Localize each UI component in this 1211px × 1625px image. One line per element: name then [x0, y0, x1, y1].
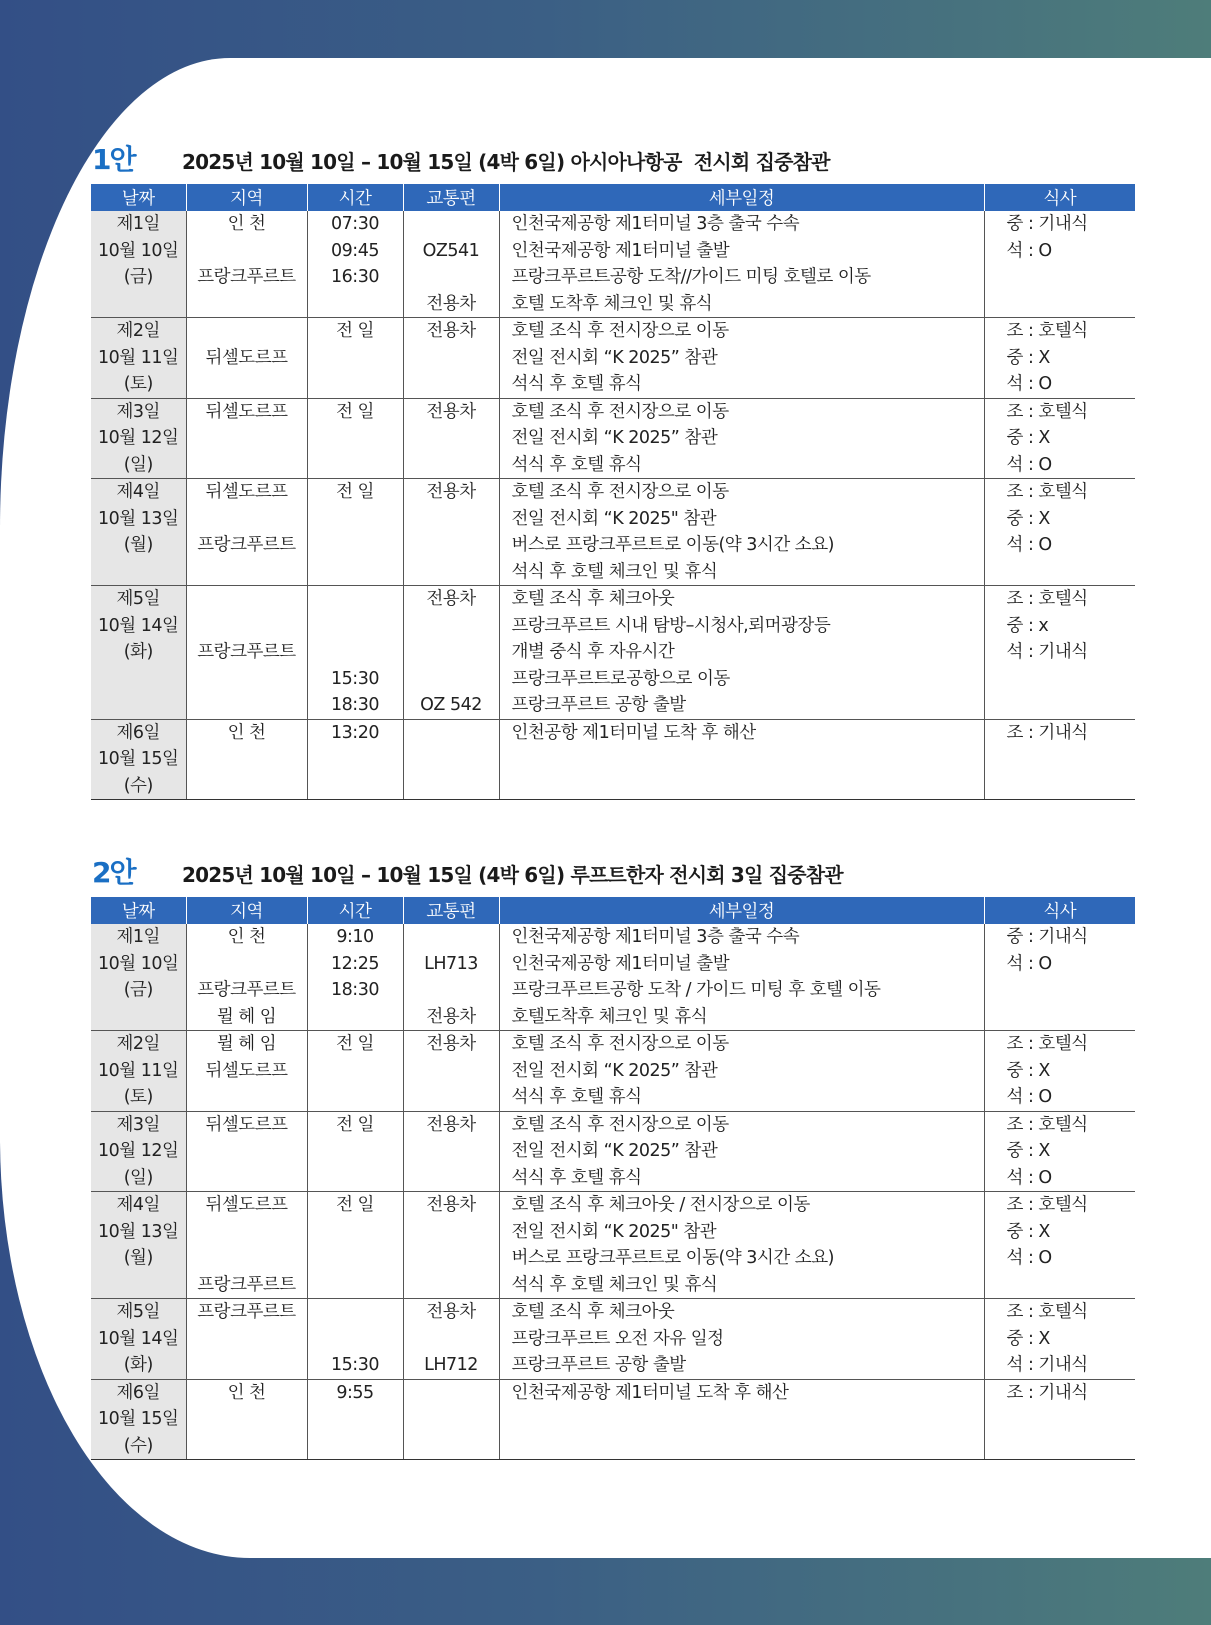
date-line: 10월 14일	[98, 615, 179, 636]
time-line: 전 일	[336, 482, 374, 502]
cell-date	[91, 398, 186, 479]
meal-line: 중 : 기내식	[1006, 927, 1088, 947]
date-line: 제2일	[116, 321, 160, 341]
column-header-detail: 세부일정	[499, 897, 984, 924]
date-line: (수)	[123, 775, 153, 796]
date-line: 10월 14일	[98, 1328, 179, 1349]
cell-region	[186, 1031, 307, 1112]
date-line: 10월 11일	[98, 347, 179, 368]
region-line: 프랑크푸르트	[197, 980, 296, 1000]
time-line: 18:30	[331, 695, 379, 715]
time-line: 9:10	[336, 927, 374, 947]
meal-line: 석 : 기내식	[1006, 1355, 1088, 1375]
table-row	[91, 211, 1135, 318]
date-line: 제5일	[116, 1302, 160, 1322]
meal-line: 석 : O	[1006, 1248, 1052, 1268]
detail-line: 석식 후 호텔 휴식	[511, 1087, 642, 1107]
table-row	[91, 1379, 1135, 1460]
cell-detail	[499, 1379, 984, 1460]
meal-line: 조 : 기내식	[1006, 1382, 1088, 1403]
detail-line: 개별 중식 후 자유시간	[511, 642, 675, 662]
cell-date	[91, 1192, 186, 1299]
plan-1-schedule-table	[91, 184, 1135, 800]
cell-region	[186, 318, 307, 399]
meal-line: 석 : O	[1006, 374, 1052, 394]
date-line: (토)	[123, 374, 153, 394]
date-line: 제4일	[116, 1195, 160, 1215]
time-line: 전 일	[336, 1114, 374, 1135]
meal-line: 조 : 호텔식	[1006, 1195, 1088, 1215]
date-line: 10월 13일	[98, 1221, 179, 1242]
detail-line: 프랑크푸르트 공항 출발	[511, 695, 686, 715]
cell-transport	[403, 1031, 499, 1112]
cell-region	[186, 1379, 307, 1460]
date-line: 제4일	[116, 482, 160, 502]
cell-time	[307, 586, 403, 720]
cell-date	[91, 924, 186, 1031]
region-line: 프랑크푸르트	[197, 642, 296, 662]
cell-meal	[984, 211, 1135, 318]
transport-line: 전용차	[426, 1114, 476, 1135]
cell-detail	[499, 719, 984, 800]
date-line: 10월 13일	[98, 508, 179, 529]
transport-line: 전용차	[426, 589, 476, 609]
column-header-transport: 교통편	[403, 897, 499, 924]
table-row	[91, 924, 1135, 1031]
cell-time	[307, 318, 403, 399]
meal-line: 중 : X	[1006, 428, 1050, 448]
region-line: 프랑크푸르트	[197, 535, 296, 555]
detail-line: 프랑크푸르트 시내 탐방–시청사,뢰머광장등	[511, 615, 831, 636]
plan-2-heading	[92, 851, 843, 891]
meal-line: 중 : x	[1006, 615, 1049, 636]
detail-line: 호텔 도착후 체크인 및 휴식	[511, 293, 713, 314]
cell-date	[91, 318, 186, 399]
column-header-meal: 식사	[984, 184, 1135, 211]
transport-line	[404, 977, 499, 1004]
transport-line	[404, 666, 499, 693]
date-line: 제1일	[116, 214, 160, 234]
cell-transport	[403, 924, 499, 1031]
cell-transport	[403, 1299, 499, 1380]
cell-transport	[403, 1192, 499, 1299]
cell-region	[186, 586, 307, 720]
table-header-row	[91, 897, 1135, 924]
date-line: 10월 12일	[98, 428, 179, 448]
date-line: 10월 15일	[98, 749, 179, 769]
time-line	[308, 639, 403, 666]
cell-date	[91, 1111, 186, 1192]
region-line: 인 천	[227, 1382, 266, 1403]
cell-detail	[499, 924, 984, 1031]
cell-date	[91, 1031, 186, 1112]
transport-line	[404, 264, 499, 291]
detail-line: 석식 후 호텔 휴식	[511, 374, 642, 394]
cell-date	[91, 211, 186, 318]
date-line: 제6일	[116, 722, 160, 743]
meal-line: 중 : X	[1006, 1328, 1050, 1349]
cell-date	[91, 1379, 186, 1460]
detail-line: 전일 전시회 “K 2025” 참관	[511, 347, 718, 368]
table-row	[91, 586, 1135, 720]
time-line: 15:30	[331, 668, 379, 689]
cell-transport	[403, 719, 499, 800]
cell-detail	[499, 586, 984, 720]
meal-line: 조 : 호텔식	[1006, 1302, 1088, 1322]
time-line: 12:25	[331, 953, 379, 974]
time-line: 전 일	[336, 401, 374, 422]
transport-line: 전용차	[426, 1302, 476, 1322]
column-header-transport: 교통편	[403, 184, 499, 211]
detail-line: 호텔 조식 후 전시장으로 이동	[511, 1034, 729, 1054]
cell-time	[307, 1192, 403, 1299]
transport-line	[404, 613, 499, 640]
region-line: 뒤셀도르프	[205, 401, 288, 422]
date-line: (화)	[123, 1355, 153, 1375]
date-line: 제5일	[116, 589, 160, 609]
date-line: (일)	[123, 454, 153, 475]
page-sheet	[0, 58, 1211, 1558]
cell-detail	[499, 318, 984, 399]
cell-detail	[499, 398, 984, 479]
cell-time	[307, 1299, 403, 1380]
column-header-region: 지역	[186, 184, 307, 211]
meal-line: 조 : 호텔식	[1006, 1034, 1088, 1054]
region-line	[187, 1084, 307, 1111]
cell-time	[307, 398, 403, 479]
detail-line: 호텔 조식 후 체크아웃	[511, 589, 675, 609]
region-line	[187, 666, 307, 693]
cell-meal	[984, 924, 1135, 1031]
time-line: 09:45	[331, 240, 379, 261]
detail-line: 전일 전시회 “K 2025” 참관	[511, 1060, 718, 1081]
detail-line: 프랑크푸르트로공항으로 이동	[511, 668, 730, 689]
date-line: 제1일	[116, 927, 160, 947]
table-row	[91, 1031, 1135, 1112]
time-line: 18:30	[331, 980, 379, 1000]
cell-date	[91, 1299, 186, 1380]
region-line	[187, 1245, 307, 1272]
meal-line: 중 : 기내식	[1006, 214, 1088, 234]
detail-line: 프랑크푸르트공항 도착 / 가이드 미팅 후 호텔 이동	[511, 980, 881, 1000]
table-row	[91, 1111, 1135, 1192]
time-line: 전 일	[336, 321, 374, 341]
meal-line: 조 : 호텔식	[1006, 589, 1088, 609]
date-line: 제2일	[116, 1034, 160, 1054]
meal-line: 석 : O	[1006, 240, 1052, 261]
table-row	[91, 1299, 1135, 1380]
transport-line	[404, 720, 499, 747]
region-line	[187, 613, 307, 640]
cell-detail	[499, 211, 984, 318]
region-line	[187, 1219, 307, 1246]
cell-region	[186, 1299, 307, 1380]
cell-meal	[984, 719, 1135, 800]
region-line	[187, 318, 307, 345]
region-line: 뒤셀도르프	[205, 482, 288, 502]
column-header-meal: 식사	[984, 897, 1135, 924]
transport-line: 전용차	[426, 1195, 476, 1215]
date-line: (수)	[123, 1435, 153, 1456]
meal-line: 중 : X	[1006, 1141, 1050, 1161]
meal-line: 석 : O	[1006, 454, 1052, 475]
time-line	[308, 1326, 403, 1353]
region-line: 인 천	[227, 722, 266, 743]
date-line: 10월 15일	[98, 1409, 179, 1429]
cell-meal	[984, 1192, 1135, 1299]
date-line: 10월 10일	[98, 953, 179, 974]
table-header-row	[91, 184, 1135, 211]
detail-line: 석식 후 호텔 체크인 및 휴식	[511, 1274, 718, 1295]
detail-line: 석식 후 호텔 휴식	[511, 1167, 642, 1188]
cell-time	[307, 1379, 403, 1460]
date-line: (금)	[123, 980, 153, 1000]
cell-time	[307, 1031, 403, 1112]
region-line	[187, 238, 307, 265]
table-row	[91, 719, 1135, 800]
transport-line	[404, 639, 499, 666]
time-line	[308, 1299, 403, 1326]
plan-2-title: 2025년 10월 10일 – 10월 15일 (4박 6일) 루프트한자 전시회 3일 집중참관	[182, 863, 843, 887]
column-header-region: 지역	[186, 897, 307, 924]
detail-line: 전일 전시회 “K 2025" 참관	[511, 508, 717, 529]
cell-region	[186, 211, 307, 318]
time-line	[308, 586, 403, 613]
detail-line: 인천국제공항 제1터미널 3층 출국 수속	[511, 214, 800, 234]
date-line: 제3일	[116, 1114, 160, 1135]
meal-line: 중 : X	[1006, 347, 1050, 368]
cell-region	[186, 398, 307, 479]
meal-line: 조 : 호텔식	[1006, 1114, 1088, 1135]
time-line	[308, 291, 403, 318]
cell-meal	[984, 586, 1135, 720]
cell-detail	[499, 1111, 984, 1192]
cell-meal	[984, 1111, 1135, 1192]
meal-line: 조 : 호텔식	[1006, 321, 1088, 341]
transport-line: OZ541	[422, 240, 480, 261]
region-line: 뒤셀도르프	[205, 1114, 288, 1135]
cell-transport	[403, 586, 499, 720]
detail-line: 호텔 조식 후 체크아웃	[511, 1302, 675, 1322]
region-line: 프랑크푸르트	[197, 267, 296, 287]
detail-line: 호텔 조식 후 전시장으로 이동	[511, 1114, 729, 1135]
detail-line: 인천국제공항 제1터미널 3층 출국 수속	[511, 927, 800, 947]
region-line: 뒤셀도르프	[205, 1195, 288, 1215]
transport-line	[404, 1380, 499, 1407]
detail-line: 석식 후 호텔 체크인 및 휴식	[511, 561, 718, 582]
column-header-date: 날짜	[91, 897, 186, 924]
transport-line: OZ 542	[420, 695, 482, 715]
meal-line: 조 : 호텔식	[1006, 482, 1088, 502]
cell-meal	[984, 1031, 1135, 1112]
date-line: (화)	[123, 642, 153, 662]
date-line: (토)	[123, 1087, 153, 1107]
cell-transport	[403, 1111, 499, 1192]
transport-line	[404, 924, 499, 951]
date-line: 제6일	[116, 1382, 160, 1403]
region-line	[187, 692, 307, 719]
meal-line: 조 : 호텔식	[1006, 401, 1088, 422]
region-line	[187, 371, 307, 398]
region-line	[187, 586, 307, 613]
cell-transport	[403, 1379, 499, 1460]
column-header-date: 날짜	[91, 184, 186, 211]
region-line	[187, 291, 307, 318]
meal-line: 석 : O	[1006, 1087, 1052, 1107]
meal-line: 석 : O	[1006, 535, 1052, 555]
region-line: 뒤셀도르프	[205, 347, 288, 368]
transport-line: 전용차	[426, 1006, 476, 1027]
date-line: 제3일	[116, 401, 160, 422]
region-line	[187, 559, 307, 586]
date-line: (일)	[123, 1167, 153, 1188]
region-line: 뮐 헤 임	[216, 1006, 277, 1027]
region-line: 뒤셀도르프	[205, 1060, 288, 1081]
cell-region	[186, 924, 307, 1031]
meal-line: 석 : O	[1006, 1167, 1052, 1188]
cell-detail	[499, 479, 984, 586]
date-line: (월)	[123, 535, 153, 555]
cell-meal	[984, 398, 1135, 479]
meal-line: 석 : 기내식	[1006, 642, 1088, 662]
cell-date	[91, 586, 186, 720]
cell-time	[307, 719, 403, 800]
detail-line: 전일 전시회 “K 2025" 참관	[511, 1221, 717, 1242]
table-row	[91, 398, 1135, 479]
detail-line: 인천공항 제1터미널 도착 후 해산	[511, 722, 756, 743]
cell-date	[91, 719, 186, 800]
detail-line: 호텔 조식 후 체크아웃 / 전시장으로 이동	[511, 1195, 810, 1215]
region-line	[187, 506, 307, 533]
region-line: 인 천	[227, 214, 266, 234]
column-header-detail: 세부일정	[499, 184, 984, 211]
time-line: 16:30	[331, 267, 379, 287]
date-line: (금)	[123, 267, 153, 287]
detail-line: 호텔 조식 후 전시장으로 이동	[511, 401, 729, 422]
transport-line: 전용차	[426, 482, 476, 502]
time-line: 15:30	[331, 1355, 379, 1375]
cell-transport	[403, 211, 499, 318]
transport-line	[404, 1326, 499, 1353]
region-line	[187, 951, 307, 978]
cell-region	[186, 1192, 307, 1299]
detail-line: 석식 후 호텔 휴식	[511, 454, 642, 475]
time-line	[308, 613, 403, 640]
cell-meal	[984, 318, 1135, 399]
plan-1-title: 2025년 10월 10일 – 10월 15일 (4박 6일) 아시아나항공 전시회 집중참관	[182, 150, 830, 174]
detail-line: 프랑크푸르트 공항 출발	[511, 1355, 686, 1375]
detail-line: 호텔 조식 후 전시장으로 이동	[511, 482, 729, 502]
meal-line: 석 : O	[1006, 953, 1052, 974]
transport-line: 전용차	[426, 1034, 476, 1054]
table-row	[91, 479, 1135, 586]
cell-time	[307, 1111, 403, 1192]
cell-meal	[984, 1299, 1135, 1380]
meal-line: 조 : 기내식	[1006, 722, 1088, 743]
cell-time	[307, 211, 403, 318]
detail-line: 프랑크푸르트공항 도착//가이드 미팅 호텔로 이동	[511, 267, 871, 287]
cell-meal	[984, 1379, 1135, 1460]
region-line: 인 천	[227, 927, 266, 947]
transport-line: 전용차	[426, 293, 476, 314]
cell-meal	[984, 479, 1135, 586]
table-row	[91, 1192, 1135, 1299]
cell-transport	[403, 479, 499, 586]
date-line: (월)	[123, 1248, 153, 1268]
time-line: 9:55	[336, 1382, 374, 1403]
region-line: 프랑크푸르트	[197, 1274, 296, 1295]
cell-region	[186, 479, 307, 586]
detail-line: 버스로 프랑크푸르트로 이동(약 3시간 소요)	[511, 1248, 834, 1268]
detail-line: 전일 전시회 “K 2025” 참관	[511, 428, 718, 448]
cell-detail	[499, 1031, 984, 1112]
plan-1-heading	[92, 138, 830, 178]
date-line: 10월 11일	[98, 1060, 179, 1081]
column-header-time: 시간	[307, 184, 403, 211]
detail-line: 인천국제공항 제1터미널 출발	[511, 953, 730, 974]
transport-line: 전용차	[426, 401, 476, 422]
meal-line: 중 : X	[1006, 1060, 1050, 1081]
time-line: 전 일	[336, 1034, 374, 1054]
cell-region	[186, 1111, 307, 1192]
plan-1-number: 1안	[92, 143, 135, 176]
table-row	[91, 318, 1135, 399]
meal-line: 중 : X	[1006, 1221, 1050, 1242]
cell-transport	[403, 398, 499, 479]
detail-line: 호텔도착후 체크인 및 휴식	[511, 1006, 708, 1027]
cell-transport	[403, 318, 499, 399]
plan-2-number: 2안	[92, 856, 135, 889]
detail-line: 호텔 조식 후 전시장으로 이동	[511, 321, 729, 341]
detail-line: 버스로 프랑크푸르트로 이동(약 3시간 소요)	[511, 535, 834, 555]
date-line: 10월 10일	[98, 240, 179, 261]
time-line: 07:30	[331, 214, 379, 234]
detail-line: 인천국제공항 제1터미널 도착 후 해산	[511, 1382, 789, 1403]
cell-date	[91, 479, 186, 586]
detail-line: 프랑크푸르트 오전 자유 일정	[511, 1328, 724, 1349]
time-line: 13:20	[331, 722, 379, 743]
region-line: 뮐 헤 임	[216, 1034, 277, 1054]
plan-2-schedule-table	[91, 897, 1135, 1460]
time-line	[308, 1004, 403, 1031]
transport-line: LH712	[424, 1355, 478, 1375]
transport-line	[404, 211, 499, 238]
cell-time	[307, 924, 403, 1031]
time-line: 전 일	[336, 1195, 374, 1215]
region-line: 프랑크푸르트	[197, 1302, 296, 1322]
detail-line: 전일 전시회 “K 2025” 참관	[511, 1141, 718, 1161]
detail-line: 인천국제공항 제1터미널 출발	[511, 240, 730, 261]
cell-detail	[499, 1299, 984, 1380]
cell-time	[307, 479, 403, 586]
cell-detail	[499, 1192, 984, 1299]
meal-line: 중 : X	[1006, 508, 1050, 529]
date-line: 10월 12일	[98, 1141, 179, 1161]
transport-line: 전용차	[426, 321, 476, 341]
column-header-time: 시간	[307, 897, 403, 924]
cell-region	[186, 719, 307, 800]
transport-line: LH713	[424, 953, 478, 974]
